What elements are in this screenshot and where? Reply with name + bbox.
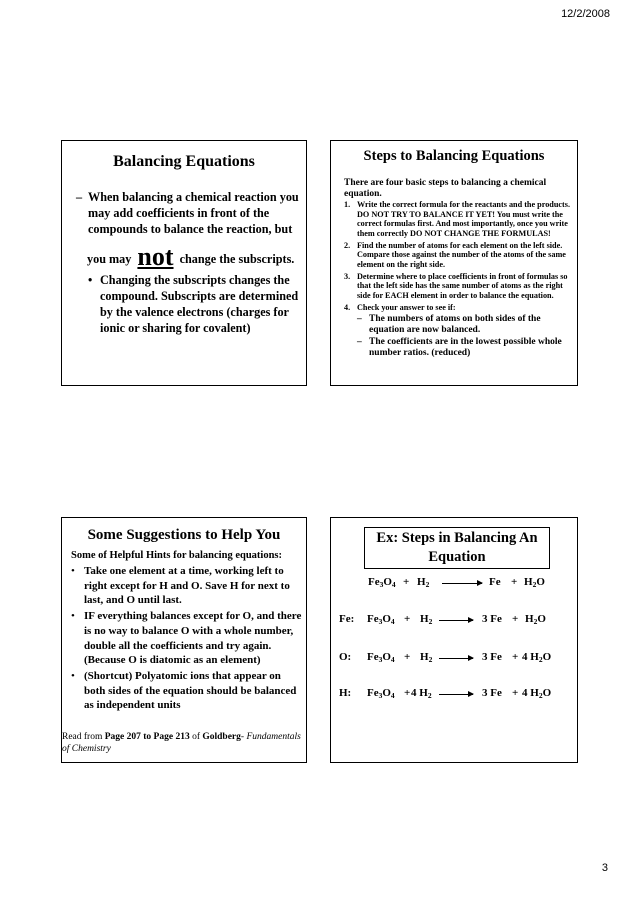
product-fe: 3 Fe bbox=[482, 687, 502, 699]
product-h2o: $H_2O$ bbox=[525, 613, 546, 626]
hint-item bbox=[71, 669, 305, 713]
dash-text: When balancing a chemical reaction you may add coefficients in front of the compounds to balance the reaction, but bbox=[88, 190, 299, 236]
hint-item bbox=[71, 564, 305, 608]
product-fe: 3 Fe bbox=[482, 651, 502, 663]
reactant-fe3o4: $Fe_3O_4$ bbox=[367, 651, 395, 664]
hint-item bbox=[71, 609, 305, 668]
read-pages: Page 207 to Page 213 bbox=[104, 732, 190, 742]
reading-reference bbox=[62, 731, 308, 755]
step-item bbox=[344, 200, 576, 238]
equation-row bbox=[331, 651, 579, 667]
hints-list bbox=[71, 564, 305, 714]
reactant-h2: 4 $H_2$ bbox=[411, 687, 432, 700]
steps-list bbox=[344, 200, 576, 361]
not-word: not bbox=[137, 242, 174, 271]
slide-subtitle: Some of Helpful Hints for balancing equations: bbox=[71, 550, 282, 561]
step-number: 4. bbox=[344, 302, 351, 312]
reactant-h2: $H_2$ bbox=[420, 613, 433, 626]
step-number: 3. bbox=[344, 271, 351, 281]
reactant-h2: $H_2$ bbox=[417, 576, 430, 589]
reaction-arrow bbox=[439, 658, 473, 659]
slide-suggestions bbox=[61, 517, 307, 763]
date-stamp: 12/2/2008 bbox=[561, 8, 610, 20]
reaction-arrow bbox=[442, 583, 482, 584]
step-item bbox=[344, 272, 576, 301]
product-fe: Fe bbox=[489, 576, 501, 588]
slide-balancing-equations bbox=[61, 140, 307, 386]
plus-sign: + bbox=[511, 576, 518, 588]
sub-bullet-text: Changing the subscripts changes the compound. Subscripts are determined by the valence electrons (charges for ionic or sharing for covalent) bbox=[100, 273, 299, 335]
reactant-fe3o4: $Fe_3O_4$ bbox=[367, 687, 395, 700]
slide-example bbox=[330, 517, 578, 763]
dash-point bbox=[76, 189, 304, 237]
reaction-arrow bbox=[439, 694, 473, 695]
intro-text: There are four basic steps to balancing a chemical equation. bbox=[344, 178, 547, 199]
bullet-marker: • bbox=[71, 669, 75, 682]
plus-sign: + bbox=[404, 651, 411, 663]
step-number: 1. bbox=[344, 200, 351, 209]
reactant-h2: $H_2$ bbox=[420, 651, 433, 664]
step-text: Determine where to place coefficients in front of formulas so that the left side has the same number of atoms as the right side for EACH element in order to balance the equation. bbox=[357, 271, 568, 300]
element-label: Fe: bbox=[339, 613, 355, 625]
reactant-fe3o4: $Fe_3O_4$ bbox=[368, 576, 396, 589]
read-author: Goldberg bbox=[202, 732, 241, 742]
step-text: Write the correct formula for the reactants and the products. DO NOT TRY TO BALANCE IT YET! You must write the correct formulas first. And most importantly, once you write them correctly DO NOT CHANGE THE FORMULAS! bbox=[357, 200, 570, 238]
bullet-marker: • bbox=[71, 565, 75, 577]
slide-title: Ex: Steps in Balancing An Equation bbox=[364, 527, 550, 569]
plus-sign: + bbox=[512, 613, 519, 625]
read-prefix: Read from bbox=[62, 732, 103, 742]
not-line bbox=[87, 242, 294, 272]
step-text: Find the number of atoms for each element on the left side. Compare those against the number of the atoms of the same element on the right side. bbox=[357, 240, 566, 269]
product-h2o: $H_2O$ bbox=[524, 576, 545, 589]
step-item bbox=[344, 241, 576, 270]
bullet-marker: • bbox=[71, 610, 75, 623]
not-suffix: change the subscripts. bbox=[179, 252, 295, 266]
read-dash: - bbox=[240, 732, 245, 742]
hint-text: IF everything balances except for O, and there is no way to balance O with a whole number, double all the coefficients and try again. (Because O is diatomic as an element) bbox=[84, 610, 302, 667]
step-text: Check your answer to see if: bbox=[357, 302, 456, 312]
page-number: 3 bbox=[601, 862, 608, 874]
step-number: 2. bbox=[344, 240, 351, 250]
check-text: The coefficients are in the lowest possible whole number ratios. (reduced) bbox=[369, 337, 562, 358]
product-h2o: 4 $H_2O$ bbox=[522, 687, 552, 700]
read-of: of bbox=[192, 732, 200, 742]
not-prefix: you may bbox=[87, 252, 132, 266]
plus-sign: + bbox=[512, 687, 519, 699]
plus-sign: + bbox=[404, 687, 411, 699]
slide-steps-to-balancing bbox=[330, 140, 578, 386]
dash-marker: – bbox=[357, 314, 362, 324]
dash-marker: – bbox=[357, 337, 362, 347]
equation-row bbox=[331, 576, 579, 592]
element-label: H: bbox=[339, 687, 352, 699]
dash-marker: – bbox=[76, 190, 83, 204]
element-label: O: bbox=[339, 651, 352, 663]
equation-row bbox=[331, 613, 579, 629]
hint-text: (Shortcut) Polyatomic ions that appear on both sides of the equation should be balanced as independent units bbox=[84, 669, 297, 712]
read-book: Fundamentals of Chemistry bbox=[62, 732, 301, 754]
bullet-marker: • bbox=[88, 273, 93, 287]
plus-sign: + bbox=[404, 613, 411, 625]
plus-sign: + bbox=[403, 576, 410, 588]
equation-row bbox=[331, 687, 579, 703]
step-item bbox=[344, 303, 576, 359]
hint-text: Take one element at a time, working left to right except for H and O. Save H for next to last, and O until last. bbox=[84, 565, 290, 607]
check-text: The numbers of atoms on both sides of the equation are now balanced. bbox=[369, 314, 541, 335]
sub-bullet bbox=[88, 272, 302, 336]
slide-title: Some Suggestions to Help You bbox=[87, 527, 281, 543]
slide-title: Steps to Balancing Equations bbox=[363, 148, 545, 164]
slide-title: Balancing Equations bbox=[113, 153, 255, 170]
product-fe: 3 Fe bbox=[482, 613, 502, 625]
check-item bbox=[357, 337, 576, 358]
plus-sign: + bbox=[512, 651, 519, 663]
check-list bbox=[357, 314, 576, 358]
product-h2o: 4 $H_2O$ bbox=[522, 651, 552, 664]
reaction-arrow bbox=[439, 620, 473, 621]
check-item bbox=[357, 314, 576, 335]
reactant-fe3o4: $Fe_3O_4$ bbox=[367, 613, 395, 626]
